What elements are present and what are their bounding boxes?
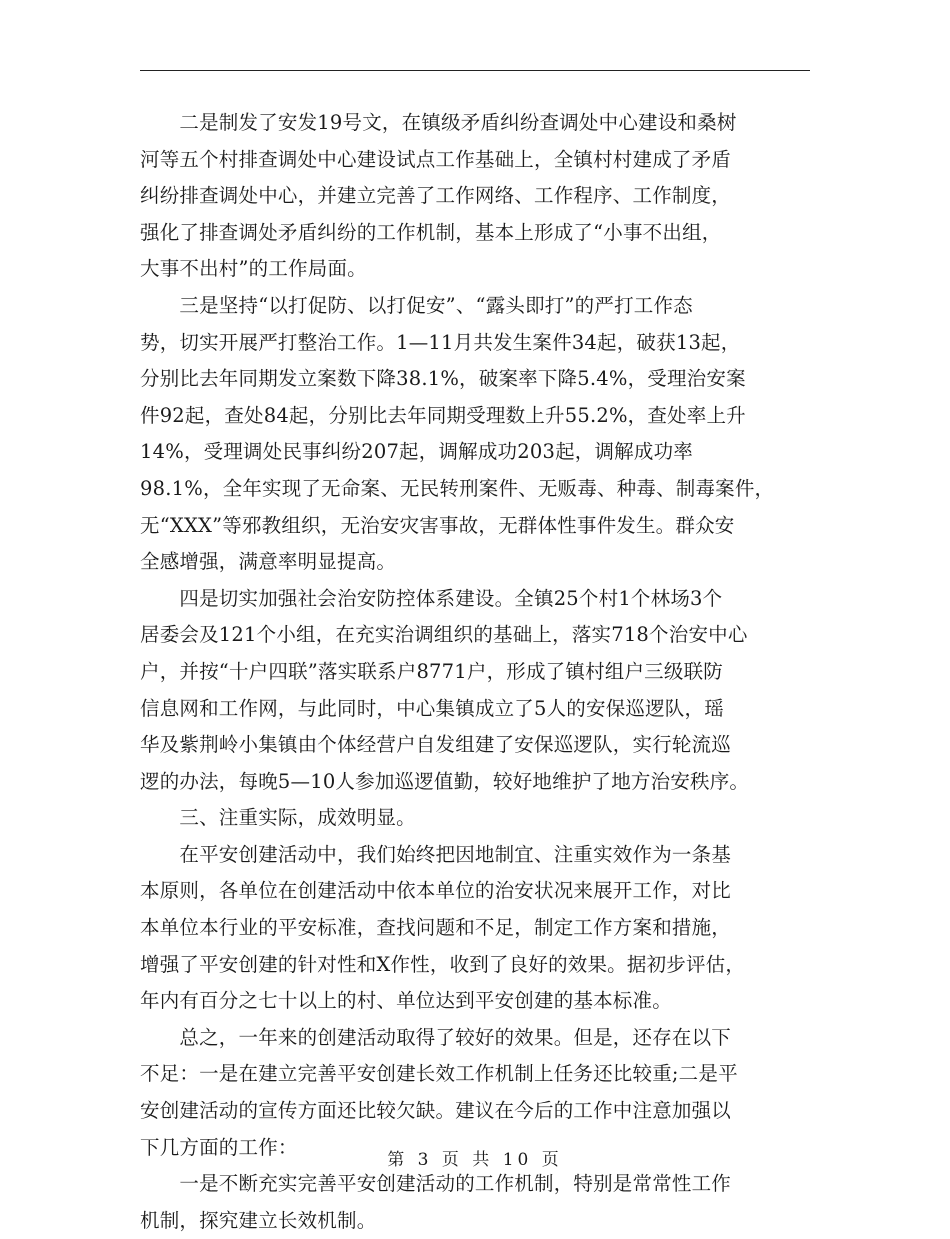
text-line: 本单位本行业的平安标准，查找问题和不足，制定工作方案和措施， [140,916,732,940]
page-number-footer: 第 3 页 共 10 页 [387,1150,563,1170]
text-line: 一是不断充实完善平安创建活动的工作机制，特别是常常性工作 [140,1172,732,1196]
text-line: 河等五个村排查调处中心建设试点工作基础上，全镇村村建成了矛盾 [140,147,732,171]
document-body [140,105,812,1239]
header-rule [140,70,810,71]
text-line: 总之，一年来的创建活动取得了较好的效果。但是，还存在以下 [140,1025,732,1049]
text-line: 强化了排查调处矛盾纠纷的工作机制，基本上形成了“小事不出组， [140,220,722,244]
text-line: 安创建活动的宣传方面还比较欠缺。建议在今后的工作中注意加强以 [140,1099,732,1123]
text-line: 分别比去年同期发立案数下降38.1%，破案率下降5.4%，受理治安案 [140,367,746,391]
text-line: 在平安创建活动中，我们始终把因地制宜、注重实效作为一条基 [140,842,732,866]
text-line: 势，切实开展严打整治工作。1—11月共发生案件34起，破获13起， [140,330,741,354]
text-line: 三、注重实际，成效明显。 [140,806,416,830]
text-line: 户，并按“十户四联”落实联系户8771户，形成了镇村组户三级联防 [140,659,723,683]
text-line: 居委会及121个小组，在充实治调组织的基础上，落实718个治安中心 [140,623,748,647]
text-line: 三是坚持“以打促防、以打促安”、“露头即打”的严打工作态 [140,293,693,317]
text-line: 件92起，查处84起，分别比去年同期受理数上升55.2%，查处率上升 [140,403,746,427]
text-line: 华及紫荆岭小集镇由个体经营户自发组建了安保巡逻队，实行轮流巡 [140,733,732,757]
text-line: 全感增强，满意率明显提高。 [140,550,397,574]
text-line: 纠纷排查调处中心，并建立完善了工作网络、工作程序、工作制度， [140,184,732,208]
text-line: 二是制发了安发19号文，在镇级矛盾纠纷查调处中心建设和桑树 [140,111,737,134]
text-line: 本原则，各单位在创建活动中依本单位的治安状况来展开工作，对比 [140,879,732,903]
text-line: 98.1%，全年实现了无命案、无民转刑案件、无贩毒、种毒、制毒案件， [140,476,775,500]
text-line: 14%，受理调处民事纠纷207起，调解成功203起，调解成功率 [140,440,693,464]
text-line: 不足：一是在建立完善平安创建长效工作机制上任务还比较重;二是平 [140,1062,738,1086]
text-line: 逻的办法，每晚5—10人参加巡逻值勤，较好地维护了地方治安秩序。 [140,769,750,793]
text-line: 年内有百分之七十以上的村、单位达到平安创建的基本标准。 [140,989,672,1013]
text-line: 四是切实加强社会治安防控体系建设。全镇25个村1个林场3个 [140,586,723,610]
text-line: 增强了平安创建的针对性和X作性，收到了良好的效果。据初步评估， [140,952,746,976]
text-line: 信息网和工作网，与此同时，中心集镇成立了5人的安保巡逻队，瑶 [140,696,724,720]
text-line: 机制，探究建立长效机制。 [140,1208,377,1232]
text-line: 无“XXX”等邪教组织，无治安灾害事故，无群体性事件发生。群众安 [140,513,735,537]
text-line: 下几方面的工作： [140,1135,298,1159]
text-line: 大事不出村”的工作局面。 [140,257,367,281]
